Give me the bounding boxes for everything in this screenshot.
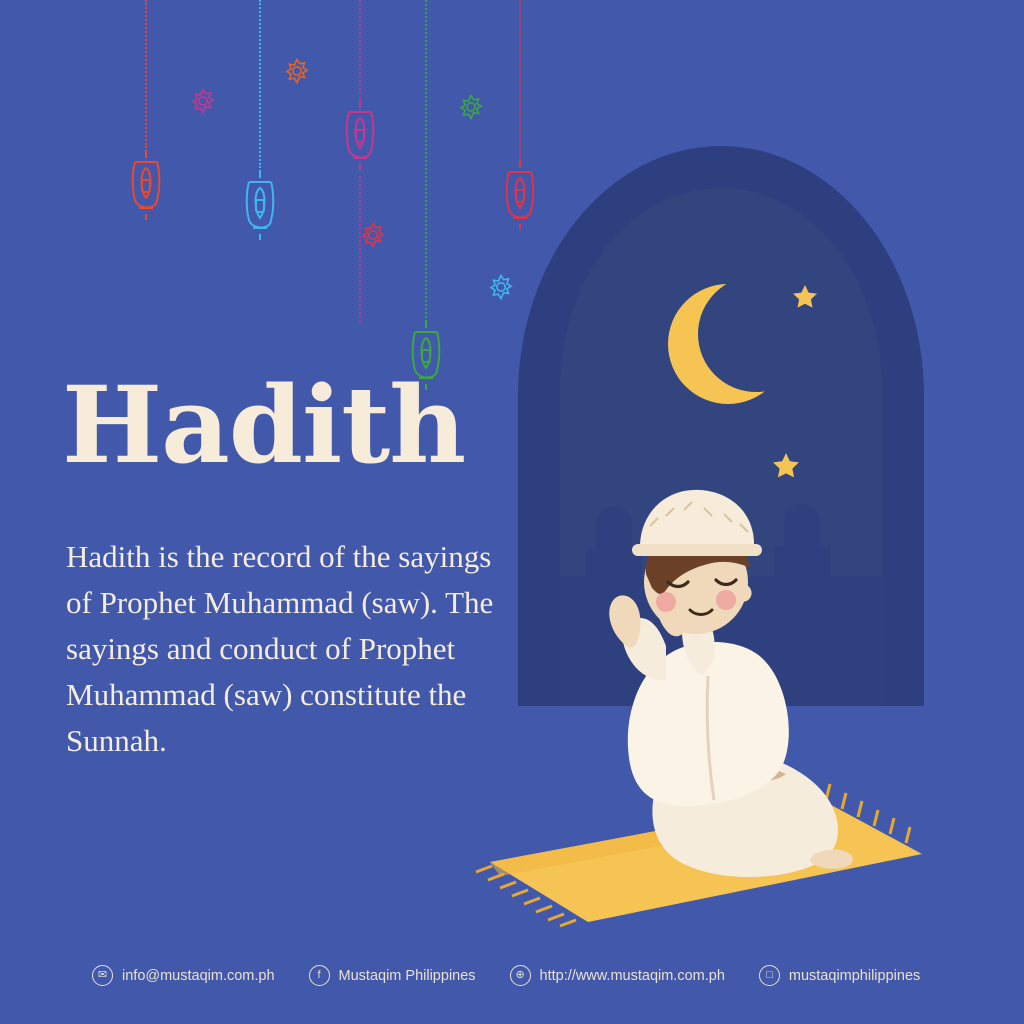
star-ornament-green: [458, 94, 484, 120]
footer-label-facebook: Mustaqim Philippines: [338, 967, 476, 984]
footer-label-email: info@mustaqim.com.ph: [122, 967, 275, 984]
footer-item-instagram[interactable]: [759, 965, 920, 986]
sky-star-icon: [792, 284, 818, 310]
footer-contact-bar: [0, 965, 1024, 986]
footer-label-instagram: mustaqimphilippines: [788, 967, 921, 984]
star-ornament-orange: [284, 58, 310, 84]
email-icon: ✉: [92, 965, 113, 986]
kufi-cap: [632, 490, 762, 556]
page-title: Hadith: [62, 362, 466, 487]
star-ornament-cyan: [488, 274, 514, 300]
footer-item-facebook[interactable]: [309, 965, 476, 986]
star-ornament-red: [360, 222, 386, 248]
footer-item-email[interactable]: [92, 965, 275, 986]
facebook-icon: f: [309, 965, 330, 986]
globe-icon: ⊕: [510, 965, 531, 986]
star-ornament-magenta: [190, 88, 216, 114]
footer-item-website[interactable]: [510, 965, 725, 986]
footer-label-website: http://www.mustaqim.com.ph: [539, 967, 725, 984]
praying-boy-illustration: [470, 470, 950, 940]
instagram-icon: □: [759, 965, 780, 986]
description-text: Hadith is the record of the sayings of Prophet Muhammad (saw). The sayings and conduct of Prophet Muhammad (saw) constitute the Sunnah.: [66, 539, 494, 758]
crescent-moon-icon: [668, 284, 788, 404]
